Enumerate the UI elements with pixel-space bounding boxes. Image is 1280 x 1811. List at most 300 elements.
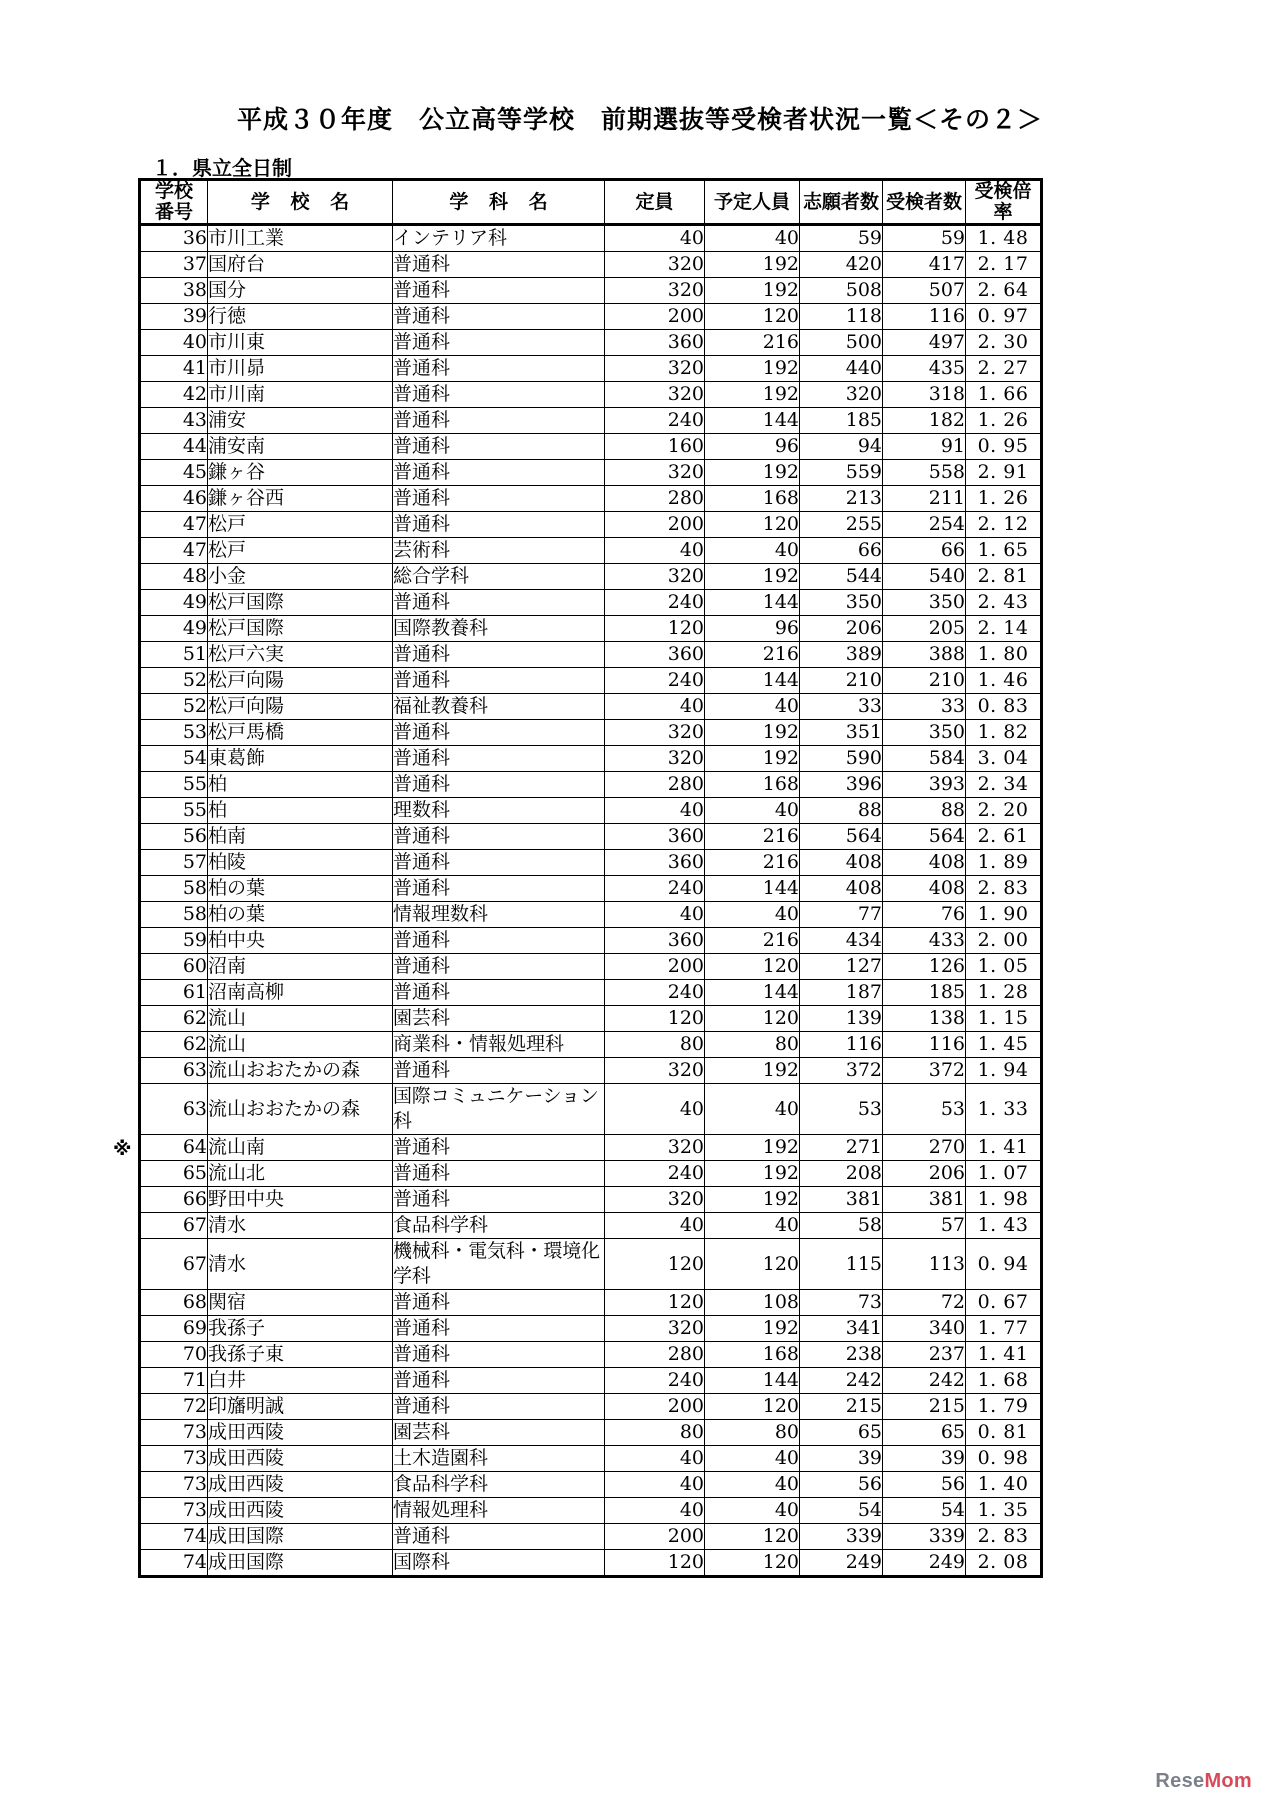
cell-capacity: 40 (605, 1084, 705, 1135)
column-header-planned: 予定人員 (705, 180, 800, 225)
table-row (140, 278, 1042, 304)
cell-department: 土木造園科 (393, 1446, 605, 1472)
cell-applicants: 58 (800, 1213, 883, 1239)
column-header-applicants: 志願者数 (800, 180, 883, 225)
cell-examinees: 210 (883, 668, 966, 694)
cell-capacity: 40 (605, 694, 705, 720)
table-row (140, 642, 1042, 668)
cell-ratio: 1. 77 (966, 1316, 1042, 1342)
cell-examinees: 66 (883, 538, 966, 564)
cell-school-name: 柏の葉 (208, 876, 393, 902)
cell-applicants: 206 (800, 616, 883, 642)
cell-examinees: 507 (883, 278, 966, 304)
cell-applicants: 544 (800, 564, 883, 590)
cell-applicants: 372 (800, 1058, 883, 1084)
cell-school-number: 73 (140, 1472, 208, 1498)
cell-capacity: 40 (605, 1446, 705, 1472)
cell-school-name: 柏 (208, 772, 393, 798)
cell-department: 普通科 (393, 434, 605, 460)
cell-applicants: 255 (800, 512, 883, 538)
cell-department: 普通科 (393, 252, 605, 278)
table-row (140, 616, 1042, 642)
table-row (140, 460, 1042, 486)
cell-capacity: 240 (605, 590, 705, 616)
table-row (140, 1368, 1042, 1394)
cell-department: インテリア科 (393, 225, 605, 252)
cell-school-number: 48 (140, 564, 208, 590)
cell-applicants: 127 (800, 954, 883, 980)
cell-capacity: 40 (605, 902, 705, 928)
cell-applicants: 73 (800, 1290, 883, 1316)
cell-school-number: 47 (140, 512, 208, 538)
cell-examinees: 350 (883, 590, 966, 616)
cell-planned: 192 (705, 720, 800, 746)
cell-examinees: 185 (883, 980, 966, 1006)
cell-examinees: 39 (883, 1446, 966, 1472)
cell-school-name: 市川南 (208, 382, 393, 408)
cell-department: 園芸科 (393, 1006, 605, 1032)
cell-examinees: 435 (883, 356, 966, 382)
cell-capacity: 200 (605, 954, 705, 980)
cell-applicants: 139 (800, 1006, 883, 1032)
cell-examinees: 116 (883, 1032, 966, 1058)
cell-department: 普通科 (393, 382, 605, 408)
cell-ratio: 1. 68 (966, 1368, 1042, 1394)
cell-department: 普通科 (393, 954, 605, 980)
cell-department: 普通科 (393, 512, 605, 538)
cell-applicants: 500 (800, 330, 883, 356)
cell-planned: 192 (705, 460, 800, 486)
cell-planned: 120 (705, 1239, 800, 1290)
cell-planned: 192 (705, 1058, 800, 1084)
cell-examinees: 249 (883, 1550, 966, 1577)
cell-school-number: 69 (140, 1316, 208, 1342)
cell-applicants: 350 (800, 590, 883, 616)
table-row (140, 252, 1042, 278)
cell-capacity: 200 (605, 1394, 705, 1420)
cell-ratio: 1. 40 (966, 1472, 1042, 1498)
cell-capacity: 320 (605, 382, 705, 408)
cell-ratio: 1. 28 (966, 980, 1042, 1006)
table-row (140, 330, 1042, 356)
cell-examinees: 237 (883, 1342, 966, 1368)
cell-planned: 192 (705, 1161, 800, 1187)
cell-ratio: 2. 64 (966, 278, 1042, 304)
cell-department: 情報理数科 (393, 902, 605, 928)
cell-school-name: 成田西陵 (208, 1446, 393, 1472)
cell-department: 芸術科 (393, 538, 605, 564)
cell-capacity: 320 (605, 1316, 705, 1342)
cell-planned: 168 (705, 1342, 800, 1368)
table-row (140, 434, 1042, 460)
cell-ratio: 0. 94 (966, 1239, 1042, 1290)
cell-capacity: 40 (605, 538, 705, 564)
cell-school-number: 42 (140, 382, 208, 408)
cell-school-name: 浦安南 (208, 434, 393, 460)
cell-school-name: 清水 (208, 1239, 393, 1290)
cell-examinees: 339 (883, 1524, 966, 1550)
cell-planned: 144 (705, 1368, 800, 1394)
cell-school-number: 71 (140, 1368, 208, 1394)
cell-examinees: 254 (883, 512, 966, 538)
cell-ratio: 1. 66 (966, 382, 1042, 408)
cell-school-name: 松戸向陽 (208, 668, 393, 694)
cell-school-name: 沼南高柳 (208, 980, 393, 1006)
cell-planned: 120 (705, 1006, 800, 1032)
cell-department: 普通科 (393, 980, 605, 1006)
cell-planned: 144 (705, 408, 800, 434)
cell-school-name: 松戸馬橋 (208, 720, 393, 746)
cell-planned: 144 (705, 668, 800, 694)
cell-planned: 192 (705, 564, 800, 590)
cell-department: 普通科 (393, 1342, 605, 1368)
table-row (140, 694, 1042, 720)
table-row (140, 1550, 1042, 1577)
cell-examinees: 113 (883, 1239, 966, 1290)
cell-planned: 40 (705, 538, 800, 564)
cell-planned: 40 (705, 1446, 800, 1472)
cell-school-number: 43 (140, 408, 208, 434)
cell-school-name: 柏の葉 (208, 902, 393, 928)
cell-school-number: 67 (140, 1239, 208, 1290)
table-row (140, 564, 1042, 590)
cell-applicants: 440 (800, 356, 883, 382)
cell-examinees: 88 (883, 798, 966, 824)
table-row (140, 1446, 1042, 1472)
cell-school-name: 流山 (208, 1006, 393, 1032)
cell-school-number: 40 (140, 330, 208, 356)
cell-planned: 40 (705, 694, 800, 720)
column-header-ratio: 受検倍率 (966, 180, 1042, 225)
cell-capacity: 360 (605, 642, 705, 668)
cell-department: 普通科 (393, 1161, 605, 1187)
cell-examinees: 350 (883, 720, 966, 746)
cell-planned: 40 (705, 1084, 800, 1135)
cell-ratio: 1. 89 (966, 850, 1042, 876)
table-row (140, 798, 1042, 824)
cell-school-name: 松戸 (208, 538, 393, 564)
table-row (140, 1290, 1042, 1316)
cell-examinees: 433 (883, 928, 966, 954)
cell-examinees: 65 (883, 1420, 966, 1446)
cell-ratio: 1. 94 (966, 1058, 1042, 1084)
cell-applicants: 559 (800, 460, 883, 486)
cell-applicants: 115 (800, 1239, 883, 1290)
cell-applicants: 116 (800, 1032, 883, 1058)
cell-school-number: 53 (140, 720, 208, 746)
cell-ratio: 1. 46 (966, 668, 1042, 694)
cell-school-number: 65 (140, 1161, 208, 1187)
cell-ratio: 1. 05 (966, 954, 1042, 980)
cell-ratio: 1. 80 (966, 642, 1042, 668)
cell-examinees: 56 (883, 1472, 966, 1498)
cell-school-name: 松戸国際 (208, 616, 393, 642)
table-row (140, 1187, 1042, 1213)
cell-examinees: 340 (883, 1316, 966, 1342)
cell-ratio: 2. 20 (966, 798, 1042, 824)
cell-school-name: 市川工業 (208, 225, 393, 252)
cell-applicants: 381 (800, 1187, 883, 1213)
cell-examinees: 57 (883, 1213, 966, 1239)
cell-applicants: 242 (800, 1368, 883, 1394)
cell-school-name: 国分 (208, 278, 393, 304)
cell-ratio: 0. 95 (966, 434, 1042, 460)
column-header-capacity: 定員 (605, 180, 705, 225)
cell-school-number: 45 (140, 460, 208, 486)
cell-school-name: 関宿 (208, 1290, 393, 1316)
cell-planned: 120 (705, 954, 800, 980)
cell-department: 普通科 (393, 850, 605, 876)
cell-applicants: 271 (800, 1135, 883, 1161)
cell-department: 機械科・電気科・環境化学科 (393, 1239, 605, 1290)
cell-ratio: 1. 07 (966, 1161, 1042, 1187)
cell-applicants: 434 (800, 928, 883, 954)
cell-capacity: 120 (605, 1239, 705, 1290)
cell-school-name: 市川昴 (208, 356, 393, 382)
cell-capacity: 200 (605, 512, 705, 538)
cell-examinees: 138 (883, 1006, 966, 1032)
cell-department: 普通科 (393, 1135, 605, 1161)
cell-department: 普通科 (393, 1316, 605, 1342)
cell-department: 理数科 (393, 798, 605, 824)
cell-planned: 192 (705, 278, 800, 304)
cell-school-name: 流山おおたかの森 (208, 1084, 393, 1135)
cell-planned: 192 (705, 1316, 800, 1342)
cell-school-name: 行徳 (208, 304, 393, 330)
table-row (140, 225, 1042, 252)
cell-capacity: 280 (605, 1342, 705, 1368)
cell-planned: 144 (705, 980, 800, 1006)
cell-capacity: 360 (605, 928, 705, 954)
cell-planned: 216 (705, 330, 800, 356)
cell-capacity: 240 (605, 408, 705, 434)
cell-department: 国際教養科 (393, 616, 605, 642)
cell-examinees: 393 (883, 772, 966, 798)
cell-planned: 96 (705, 434, 800, 460)
watermark-suffix: Mom (1204, 1770, 1252, 1792)
table-row (140, 1239, 1042, 1290)
cell-examinees: 215 (883, 1394, 966, 1420)
cell-ratio: 2. 00 (966, 928, 1042, 954)
cell-applicants: 249 (800, 1550, 883, 1577)
cell-school-name: 松戸向陽 (208, 694, 393, 720)
cell-department: 普通科 (393, 928, 605, 954)
cell-examinees: 381 (883, 1187, 966, 1213)
cell-ratio: 1. 26 (966, 486, 1042, 512)
cell-department: 園芸科 (393, 1420, 605, 1446)
cell-school-number: 73 (140, 1420, 208, 1446)
cell-planned: 120 (705, 1394, 800, 1420)
cell-applicants: 118 (800, 304, 883, 330)
cell-capacity: 120 (605, 1006, 705, 1032)
cell-planned: 40 (705, 798, 800, 824)
cell-examinees: 558 (883, 460, 966, 486)
cell-department: 情報処理科 (393, 1498, 605, 1524)
cell-capacity: 280 (605, 486, 705, 512)
cell-school-name: 流山南 (208, 1135, 393, 1161)
cell-ratio: 2. 30 (966, 330, 1042, 356)
cell-school-name: 成田国際 (208, 1524, 393, 1550)
cell-planned: 80 (705, 1420, 800, 1446)
cell-ratio: 2. 27 (966, 356, 1042, 382)
cell-planned: 168 (705, 772, 800, 798)
cell-department: 普通科 (393, 1290, 605, 1316)
cell-examinees: 91 (883, 434, 966, 460)
cell-school-number: 63 (140, 1058, 208, 1084)
cell-ratio: 1. 98 (966, 1187, 1042, 1213)
cell-department: 食品科学科 (393, 1472, 605, 1498)
cell-examinees: 540 (883, 564, 966, 590)
cell-examinees: 564 (883, 824, 966, 850)
cell-school-number: 67 (140, 1213, 208, 1239)
cell-school-number: 73 (140, 1446, 208, 1472)
page-title: 平成３０年度 公立高等学校 前期選抜等受検者状況一覧＜その２＞ (236, 105, 1043, 134)
cell-school-number: 74 (140, 1524, 208, 1550)
cell-examinees: 408 (883, 876, 966, 902)
cell-capacity: 240 (605, 1368, 705, 1394)
cell-school-name: 流山北 (208, 1161, 393, 1187)
cell-capacity: 120 (605, 1550, 705, 1577)
cell-planned: 108 (705, 1290, 800, 1316)
cell-school-name: 白井 (208, 1368, 393, 1394)
table-row (140, 382, 1042, 408)
cell-school-number: 63 (140, 1084, 208, 1135)
cell-department: 普通科 (393, 1187, 605, 1213)
cell-ratio: 1. 33 (966, 1084, 1042, 1135)
cell-applicants: 33 (800, 694, 883, 720)
cell-school-number: 52 (140, 694, 208, 720)
table-row (140, 1472, 1042, 1498)
cell-school-name: 成田西陵 (208, 1498, 393, 1524)
table-row (140, 1135, 1042, 1161)
cell-planned: 216 (705, 928, 800, 954)
cell-school-name: 清水 (208, 1213, 393, 1239)
cell-planned: 120 (705, 1550, 800, 1577)
cell-ratio: 1. 41 (966, 1135, 1042, 1161)
cell-capacity: 240 (605, 668, 705, 694)
cell-ratio: 2. 34 (966, 772, 1042, 798)
cell-school-number: 72 (140, 1394, 208, 1420)
cell-capacity: 320 (605, 1187, 705, 1213)
table-row (140, 720, 1042, 746)
cell-school-name: 松戸六実 (208, 642, 393, 668)
cell-examinees: 126 (883, 954, 966, 980)
cell-school-name: 柏南 (208, 824, 393, 850)
cell-planned: 192 (705, 1187, 800, 1213)
cell-school-name: 柏中央 (208, 928, 393, 954)
cell-examinees: 211 (883, 486, 966, 512)
cell-applicants: 66 (800, 538, 883, 564)
cell-applicants: 213 (800, 486, 883, 512)
cell-school-number: 58 (140, 902, 208, 928)
table-row (140, 408, 1042, 434)
cell-applicants: 339 (800, 1524, 883, 1550)
cell-applicants: 238 (800, 1342, 883, 1368)
table-row (140, 590, 1042, 616)
cell-planned: 120 (705, 512, 800, 538)
cell-school-number: 49 (140, 616, 208, 642)
cell-school-number: 74 (140, 1550, 208, 1577)
cell-department: 普通科 (393, 772, 605, 798)
table-row (140, 668, 1042, 694)
cell-department: 普通科 (393, 330, 605, 356)
cell-school-number: 49 (140, 590, 208, 616)
cell-school-number: 57 (140, 850, 208, 876)
table-row (140, 1342, 1042, 1368)
cell-applicants: 185 (800, 408, 883, 434)
cell-school-number: 66 (140, 1187, 208, 1213)
cell-school-name: 我孫子東 (208, 1342, 393, 1368)
cell-examinees: 417 (883, 252, 966, 278)
cell-capacity: 40 (605, 1213, 705, 1239)
cell-examinees: 497 (883, 330, 966, 356)
cell-capacity: 80 (605, 1420, 705, 1446)
cell-applicants: 210 (800, 668, 883, 694)
table-row (140, 772, 1042, 798)
cell-ratio: 0. 83 (966, 694, 1042, 720)
table-row (140, 980, 1042, 1006)
cell-ratio: 2. 61 (966, 824, 1042, 850)
cell-school-number: 55 (140, 772, 208, 798)
cell-capacity: 40 (605, 1498, 705, 1524)
table-row (140, 1213, 1042, 1239)
cell-department: 普通科 (393, 278, 605, 304)
cell-planned: 40 (705, 225, 800, 252)
cell-school-name: 浦安 (208, 408, 393, 434)
cell-capacity: 320 (605, 720, 705, 746)
cell-school-number: 38 (140, 278, 208, 304)
column-header-school-name: 学 校 名 (208, 180, 393, 225)
cell-school-name: 鎌ヶ谷西 (208, 486, 393, 512)
cell-applicants: 59 (800, 225, 883, 252)
cell-capacity: 320 (605, 1135, 705, 1161)
cell-capacity: 80 (605, 1032, 705, 1058)
cell-school-number: 56 (140, 824, 208, 850)
cell-school-number: 59 (140, 928, 208, 954)
cell-ratio: 1. 79 (966, 1394, 1042, 1420)
cell-school-name: 鎌ヶ谷 (208, 460, 393, 486)
cell-examinees: 72 (883, 1290, 966, 1316)
cell-planned: 40 (705, 1498, 800, 1524)
section-label: １．県立全日制 (152, 156, 292, 180)
cell-ratio: 2. 91 (966, 460, 1042, 486)
cell-school-name: 沼南 (208, 954, 393, 980)
cell-planned: 192 (705, 1135, 800, 1161)
table-row (140, 902, 1042, 928)
cell-planned: 40 (705, 1472, 800, 1498)
cell-school-number: 47 (140, 538, 208, 564)
statistics-table-container (138, 178, 1040, 1578)
cell-capacity: 40 (605, 225, 705, 252)
cell-ratio: 1. 15 (966, 1006, 1042, 1032)
cell-school-number: 44 (140, 434, 208, 460)
cell-ratio: 0. 67 (966, 1290, 1042, 1316)
cell-applicants: 88 (800, 798, 883, 824)
cell-applicants: 590 (800, 746, 883, 772)
cell-department: 国際科 (393, 1550, 605, 1577)
cell-applicants: 408 (800, 850, 883, 876)
table-row (140, 1032, 1042, 1058)
cell-planned: 192 (705, 356, 800, 382)
cell-capacity: 360 (605, 850, 705, 876)
cell-ratio: 2. 08 (966, 1550, 1042, 1577)
cell-examinees: 33 (883, 694, 966, 720)
cell-applicants: 320 (800, 382, 883, 408)
cell-school-name: 流山おおたかの森 (208, 1058, 393, 1084)
cell-ratio: 2. 12 (966, 512, 1042, 538)
cell-ratio: 2. 17 (966, 252, 1042, 278)
table-row (140, 1006, 1042, 1032)
